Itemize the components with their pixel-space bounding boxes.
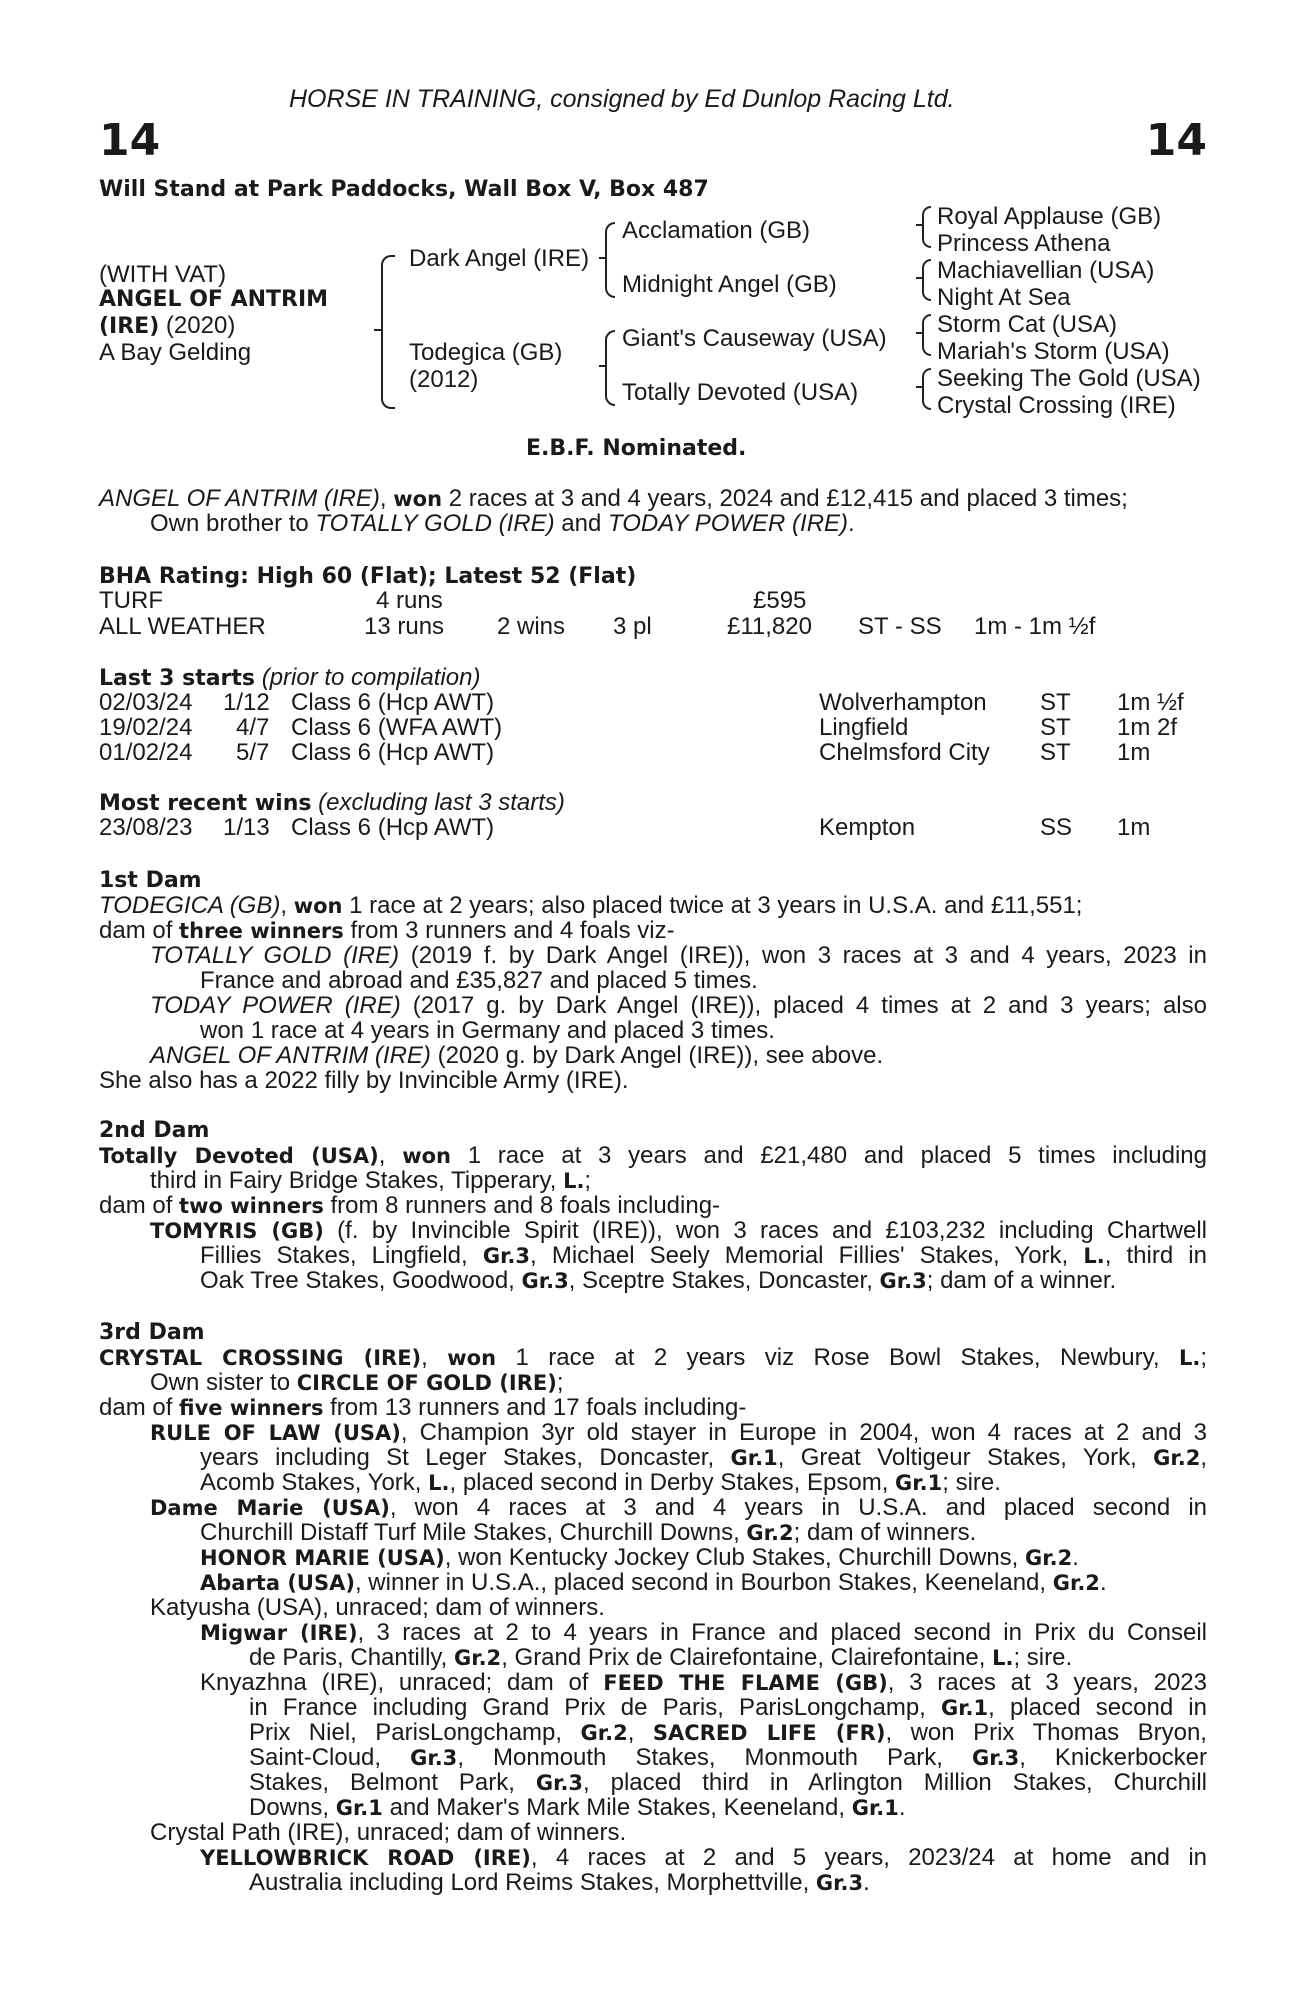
text: and Maker's Mark Mile Stakes, Keeneland, bbox=[382, 1794, 852, 1821]
text: ; dam of winners. bbox=[793, 1519, 977, 1546]
pedigree-brace-sire bbox=[605, 222, 615, 298]
race-grade: Gr.3 bbox=[535, 1771, 584, 1795]
text: , bbox=[280, 892, 294, 919]
text: Acomb Stakes, York, bbox=[200, 1469, 429, 1496]
dam2-line bbox=[150, 1218, 1207, 1244]
pedigree-brace-dam bbox=[605, 330, 615, 406]
lot-number-left: 14 bbox=[99, 115, 161, 166]
text: dam of bbox=[99, 1192, 180, 1219]
dam2-line bbox=[99, 1143, 1207, 1169]
text: Prix Niel, ParisLongchamp, bbox=[249, 1719, 581, 1746]
race-grade: Gr.3 bbox=[972, 1746, 1020, 1770]
start-distance: 1m bbox=[1117, 739, 1151, 766]
start-race: Class 6 (Hcp AWT) bbox=[291, 689, 495, 716]
text: , Michael Seely Memorial Fillies' Stakes, York, bbox=[530, 1242, 1084, 1269]
note: (excluding last 3 starts) bbox=[311, 789, 565, 816]
win-position: 1/13 bbox=[223, 814, 270, 841]
dam1-line bbox=[99, 893, 1082, 919]
win-date: 23/08/23 bbox=[99, 814, 193, 841]
rating-heading: BHA Rating: High 60 (Flat); Latest 52 (Flat) bbox=[99, 564, 637, 589]
start-going: ST bbox=[1040, 689, 1071, 716]
text: , 3 races at 2 to 4 years in France and placed second in Prix du Conseil bbox=[357, 1619, 1207, 1646]
pedigree-brace-sire-point bbox=[599, 257, 607, 259]
start-course: Lingfield bbox=[819, 714, 909, 741]
rating-runs: 4 runs bbox=[376, 587, 443, 614]
text: , placed second in bbox=[988, 1694, 1207, 1721]
won-label: won bbox=[393, 487, 443, 511]
dam1-line bbox=[150, 1043, 883, 1069]
ebf-note: E.B.F. Nominated. bbox=[526, 436, 747, 461]
pedigree-dds: Seeking The Gold (USA) bbox=[937, 365, 1201, 392]
text: , bbox=[1200, 1444, 1207, 1471]
lot-number-right: 14 bbox=[1145, 115, 1207, 166]
rating-money: £11,820 bbox=[727, 613, 812, 640]
text: ; bbox=[1200, 1344, 1207, 1371]
dam1-line: She also has a 2022 filly by Invincible Army (IRE). bbox=[99, 1067, 629, 1094]
start-race: Class 6 (Hcp AWT) bbox=[291, 739, 495, 766]
text: 1 race at 2 years viz Rose Bowl Stakes, Newbury, bbox=[496, 1344, 1179, 1371]
dam3-line bbox=[200, 1445, 1207, 1471]
pedigree-brace-ss-point bbox=[916, 224, 924, 226]
won-label: won bbox=[293, 894, 343, 918]
dam3-line bbox=[200, 1620, 1207, 1646]
dam3-line bbox=[200, 1545, 1079, 1571]
note: (prior to compilation) bbox=[255, 664, 481, 691]
text: Stakes, Belmont Park, bbox=[249, 1769, 536, 1796]
win-race: Class 6 (Hcp AWT) bbox=[291, 814, 495, 841]
winners-count: five winners bbox=[179, 1396, 324, 1420]
offspring-name: TODAY POWER (IRE) bbox=[150, 992, 401, 1019]
text: Knyazhna (IRE), unraced; dam of bbox=[200, 1669, 604, 1696]
pedigree-dsd: Mariah's Storm (USA) bbox=[937, 338, 1170, 365]
race-grade: Gr.2 bbox=[1052, 1571, 1100, 1595]
text: , bbox=[378, 1142, 403, 1169]
rating-distance: 1m - 1m ½f bbox=[974, 613, 1096, 640]
text: (f. by Invincible Spirit (IRE)), won 3 races and £103,232 including Chartwell bbox=[323, 1217, 1207, 1244]
sibling-ref: TOTALLY GOLD (IRE) bbox=[315, 510, 555, 537]
text: (2020 g. by Dark Angel (IRE)), see above. bbox=[430, 1042, 884, 1069]
text: de Paris, Chantilly, bbox=[249, 1644, 454, 1671]
text: , placed second in Derby Stakes, Epsom, bbox=[449, 1469, 896, 1496]
win-course: Kempton bbox=[819, 814, 916, 841]
pedigree-brace-sd-point bbox=[916, 277, 924, 279]
race-grade: Gr.1 bbox=[730, 1446, 778, 1470]
dam3-line bbox=[249, 1695, 1207, 1721]
pedigree-dam-year: (2012) bbox=[409, 366, 479, 393]
pedigree-brace-dd bbox=[922, 368, 931, 410]
text: , bbox=[421, 1344, 448, 1371]
dam3-line bbox=[249, 1745, 1207, 1771]
pedigree-dss: Storm Cat (USA) bbox=[937, 311, 1118, 338]
text: . bbox=[863, 1869, 870, 1896]
win-going: SS bbox=[1040, 814, 1073, 841]
text: , bbox=[379, 485, 394, 512]
pedigree-sire-dam: Midnight Angel (GB) bbox=[622, 271, 837, 298]
summary-line-2 bbox=[150, 511, 855, 537]
text: (2019 f. by Dark Angel (IRE)), won 3 races at 3 and 4 years, 2023 in bbox=[399, 942, 1207, 969]
pedigree-ssd: Princess Athena bbox=[937, 230, 1111, 257]
text: . bbox=[898, 1794, 906, 1821]
race-grade: Gr.1 bbox=[940, 1696, 989, 1720]
pedigree-brace-ss bbox=[922, 206, 931, 248]
dam2-line bbox=[200, 1268, 1116, 1294]
text: Own sister to bbox=[150, 1369, 297, 1396]
offspring-name: YELLOWBRICK ROAD (IRE) bbox=[200, 1846, 531, 1870]
heading: Most recent wins bbox=[99, 791, 312, 816]
dam3-heading: 3rd Dam bbox=[99, 1320, 205, 1345]
start-race: Class 6 (WFA AWT) bbox=[291, 714, 503, 741]
recent-heading bbox=[99, 790, 565, 817]
text: . bbox=[1072, 1544, 1079, 1571]
text: third in Fairy Bridge Stakes, Tipperary, bbox=[150, 1167, 564, 1194]
winners-count: three winners bbox=[179, 919, 344, 943]
offspring-name: RULE OF LAW (USA) bbox=[150, 1421, 401, 1445]
text: , 3 races at 3 years, 2023 bbox=[887, 1669, 1207, 1696]
text: , Sceptre Stakes, Doncaster, bbox=[568, 1267, 880, 1294]
pedigree-sss: Royal Applause (GB) bbox=[937, 203, 1162, 230]
dam1-line: won 1 race at 4 years in Germany and placed 3 times. bbox=[200, 1017, 775, 1044]
dam3-line: Katyusha (USA), unraced; dam of winners. bbox=[150, 1594, 605, 1621]
start-date: 01/02/24 bbox=[99, 739, 193, 766]
dam3-line bbox=[150, 1370, 563, 1396]
text: . bbox=[848, 510, 855, 537]
pedigree-brace-dam-point bbox=[599, 365, 607, 367]
pedigree-brace-dd-point bbox=[916, 386, 924, 388]
dam3-line bbox=[249, 1770, 1207, 1796]
race-grade: L. bbox=[428, 1471, 450, 1495]
pedigree-brace-main-point bbox=[374, 329, 382, 331]
race-grade: Gr.2 bbox=[580, 1721, 628, 1745]
rating-going: ST - SS bbox=[858, 613, 942, 640]
rating-wins: 2 wins bbox=[497, 613, 566, 640]
race-grade: Gr.3 bbox=[482, 1244, 531, 1268]
dam3-line bbox=[150, 1420, 1207, 1446]
race-grade: L. bbox=[1178, 1346, 1201, 1370]
dam3-line: Crystal Path (IRE), unraced; dam of winners. bbox=[150, 1819, 627, 1846]
start-date: 02/03/24 bbox=[99, 689, 193, 716]
text: , Champion 3yr old stayer in Europe in 2004, won 4 races at 2 and 3 bbox=[400, 1419, 1208, 1446]
sibling-ref: CIRCLE OF GOLD (IRE) bbox=[296, 1371, 557, 1395]
pedigree-dam: Todegica (GB) bbox=[409, 339, 563, 366]
winners-count: two winners bbox=[179, 1194, 324, 1218]
race-grade: Gr.1 bbox=[335, 1796, 383, 1820]
offspring-name: TOTALLY GOLD (IRE) bbox=[150, 942, 400, 969]
dam3-line bbox=[249, 1795, 906, 1821]
dam3-line bbox=[200, 1845, 1207, 1871]
summary-line-1 bbox=[99, 486, 1128, 512]
text: , bbox=[627, 1719, 653, 1746]
heading: Last 3 starts bbox=[99, 666, 256, 691]
race-grade: Gr.3 bbox=[410, 1746, 458, 1770]
text: , Monmouth Stakes, Monmouth Park, bbox=[457, 1744, 973, 1771]
pedigree-brace-sd bbox=[922, 259, 931, 301]
pedigree-sire-sire: Acclamation (GB) bbox=[622, 217, 811, 244]
text: in France including Grand Prix de Paris, ParisLongchamp, bbox=[249, 1694, 941, 1721]
offspring-name: Dame Marie (USA) bbox=[150, 1496, 390, 1520]
offspring-name: TOMYRIS (GB) bbox=[150, 1219, 324, 1243]
offspring-name: FEED THE FLAME (GB) bbox=[603, 1671, 888, 1695]
won-label: won bbox=[402, 1144, 451, 1168]
start-course: Chelmsford City bbox=[819, 739, 990, 766]
horse-country: (IRE) bbox=[99, 314, 160, 339]
offspring-name: Abarta (USA) bbox=[200, 1571, 355, 1595]
dam-name: TODEGICA (GB) bbox=[99, 892, 281, 919]
text: from 13 runners and 17 foals including- bbox=[323, 1394, 747, 1421]
text: 1 race at 3 years and £21,480 and placed 5 times including bbox=[450, 1142, 1207, 1169]
rating-placed: 3 pl bbox=[613, 613, 652, 640]
sibling-ref: TODAY POWER (IRE) bbox=[608, 510, 849, 537]
dam3-line bbox=[200, 1520, 976, 1546]
race-grade: L. bbox=[992, 1646, 1014, 1670]
dam1-line bbox=[150, 993, 1207, 1019]
pedigree-brace-ds-point bbox=[916, 332, 924, 334]
text: 2 races at 3 and 4 years, 2024 and £12,415 and placed 3 times; bbox=[442, 485, 1128, 512]
page-title: HORSE IN TRAINING, consigned by Ed Dunlop Racing Ltd. bbox=[289, 85, 955, 113]
text: , won Prix Thomas Bryon, bbox=[885, 1719, 1207, 1746]
horse-year: (2020) bbox=[159, 312, 236, 339]
dam3-line bbox=[200, 1570, 1107, 1596]
won-label: won bbox=[447, 1346, 497, 1370]
text: Downs, bbox=[249, 1794, 336, 1821]
text: dam of bbox=[99, 917, 180, 944]
text: (2017 g. by Dark Angel (IRE)), placed 4 times at 2 and 3 years; also bbox=[400, 992, 1207, 1019]
dam2-line bbox=[150, 1168, 591, 1194]
text: . bbox=[1099, 1569, 1107, 1596]
text: and bbox=[554, 510, 609, 537]
text: , won Kentucky Jockey Club Stakes, Churchill Downs, bbox=[444, 1544, 1026, 1571]
text: Australia including Lord Reims Stakes, Morphettville, bbox=[249, 1869, 816, 1896]
horse-suffix bbox=[99, 313, 235, 340]
text: years including St Leger Stakes, Doncaster, bbox=[200, 1444, 731, 1471]
pedigree-sds: Machiavellian (USA) bbox=[937, 257, 1155, 284]
text: ; sire. bbox=[1013, 1644, 1073, 1671]
rating-surface: ALL WEATHER bbox=[99, 613, 266, 640]
text: from 8 runners and 8 foals including- bbox=[323, 1192, 721, 1219]
text: Oak Tree Stakes, Goodwood, bbox=[200, 1267, 522, 1294]
race-grade: Gr.3 bbox=[879, 1269, 927, 1293]
text: from 3 runners and 4 foals viz- bbox=[343, 917, 675, 944]
pedigree-brace-ds bbox=[922, 314, 931, 356]
start-position: 5/7 bbox=[236, 739, 270, 766]
dam3-line bbox=[99, 1345, 1207, 1371]
dam3-line bbox=[150, 1495, 1207, 1521]
win-distance: 1m bbox=[1117, 814, 1151, 841]
text: , 4 races at 2 and 5 years, 2023/24 at home and in bbox=[530, 1844, 1208, 1871]
race-grade: Gr.2 bbox=[1153, 1446, 1201, 1470]
race-grade: Gr.3 bbox=[815, 1871, 864, 1895]
pedigree-sdd: Night At Sea bbox=[937, 284, 1071, 311]
rating-runs: 13 runs bbox=[364, 613, 445, 640]
dam2-line bbox=[200, 1243, 1207, 1269]
location-line: Will Stand at Park Paddocks, Wall Box V, Box 487 bbox=[99, 177, 709, 202]
race-grade: Gr.2 bbox=[746, 1521, 794, 1545]
start-course: Wolverhampton bbox=[819, 689, 987, 716]
race-grade: L. bbox=[563, 1169, 585, 1193]
last3-heading bbox=[99, 665, 480, 692]
dam1-line: France and abroad and £35,827 and placed 5 times. bbox=[200, 967, 758, 994]
offspring-name: Migwar (IRE) bbox=[200, 1621, 358, 1645]
horse-name: ANGEL OF ANTRIM bbox=[99, 287, 329, 312]
dam3-line bbox=[200, 1470, 1001, 1496]
text: dam of bbox=[99, 1394, 180, 1421]
dam2-line bbox=[99, 1193, 720, 1219]
text: Saint-Cloud, bbox=[249, 1744, 411, 1771]
start-position: 1/12 bbox=[223, 689, 270, 716]
pedigree-brace-main bbox=[381, 255, 395, 409]
offspring-name: SACRED LIFE (FR) bbox=[652, 1721, 886, 1745]
dam1-heading: 1st Dam bbox=[99, 868, 202, 893]
text: , third in bbox=[1104, 1242, 1207, 1269]
rating-surface: TURF bbox=[99, 587, 163, 614]
text: , Knickerbocker bbox=[1019, 1744, 1207, 1771]
start-going: ST bbox=[1040, 714, 1071, 741]
dam-name: Totally Devoted (USA) bbox=[99, 1144, 379, 1168]
dam3-line bbox=[200, 1670, 1207, 1696]
race-grade: Gr.1 bbox=[895, 1471, 943, 1495]
text: , winner in U.S.A., placed second in Bourbon Stakes, Keeneland, bbox=[354, 1569, 1053, 1596]
pedigree-ddd: Crystal Crossing (IRE) bbox=[937, 392, 1176, 419]
rating-money: £595 bbox=[753, 587, 807, 614]
text: , placed third in Arlington Million Stakes, Churchill bbox=[583, 1769, 1208, 1796]
vat-note: (WITH VAT) bbox=[99, 261, 227, 288]
start-distance: 1m ½f bbox=[1117, 689, 1184, 716]
dam2-heading: 2nd Dam bbox=[99, 1118, 210, 1143]
text: ; sire. bbox=[942, 1469, 1001, 1496]
start-date: 19/02/24 bbox=[99, 714, 193, 741]
text: Churchill Distaff Turf Mile Stakes, Churchill Downs, bbox=[200, 1519, 747, 1546]
dam3-line bbox=[249, 1720, 1207, 1746]
text: ; dam of a winner. bbox=[926, 1267, 1117, 1294]
race-grade: Gr.2 bbox=[453, 1646, 502, 1670]
text: , Great Voltigeur Stakes, York, bbox=[777, 1444, 1154, 1471]
text: ; bbox=[556, 1369, 564, 1396]
start-position: 4/7 bbox=[236, 714, 270, 741]
text: 1 race at 2 years; also placed twice at 3 years in U.S.A. and £11,551; bbox=[342, 892, 1083, 919]
start-going: ST bbox=[1040, 739, 1071, 766]
offspring-name: HONOR MARIE (USA) bbox=[200, 1546, 445, 1570]
start-distance: 1m 2f bbox=[1117, 714, 1178, 741]
race-grade: Gr.3 bbox=[521, 1269, 569, 1293]
race-grade: L. bbox=[1083, 1244, 1105, 1268]
horse-name-ref: ANGEL OF ANTRIM (IRE) bbox=[99, 485, 380, 512]
dam3-line bbox=[99, 1395, 746, 1421]
horse-description: A Bay Gelding bbox=[99, 339, 252, 366]
text: Fillies Stakes, Lingfield, bbox=[200, 1242, 483, 1269]
dam-name: CRYSTAL CROSSING (IRE) bbox=[99, 1346, 422, 1370]
race-grade: Gr.2 bbox=[1025, 1546, 1073, 1570]
pedigree-dam-dam: Totally Devoted (USA) bbox=[622, 379, 859, 406]
text: ; bbox=[584, 1167, 592, 1194]
dam3-line bbox=[249, 1870, 870, 1896]
offspring-name: ANGEL OF ANTRIM (IRE) bbox=[150, 1042, 431, 1069]
text: , Grand Prix de Clairefontaine, Clairefontaine, bbox=[501, 1644, 993, 1671]
dam1-line bbox=[150, 943, 1207, 969]
pedigree-dam-sire: Giant's Causeway (USA) bbox=[622, 325, 887, 352]
dam3-line bbox=[249, 1645, 1072, 1671]
dam1-line bbox=[99, 918, 675, 944]
race-grade: Gr.1 bbox=[851, 1796, 899, 1820]
text: Own brother to bbox=[150, 510, 316, 537]
pedigree-sire: Dark Angel (IRE) bbox=[409, 245, 590, 272]
text: , won 4 races at 3 and 4 years in U.S.A. and placed second in bbox=[389, 1494, 1207, 1521]
